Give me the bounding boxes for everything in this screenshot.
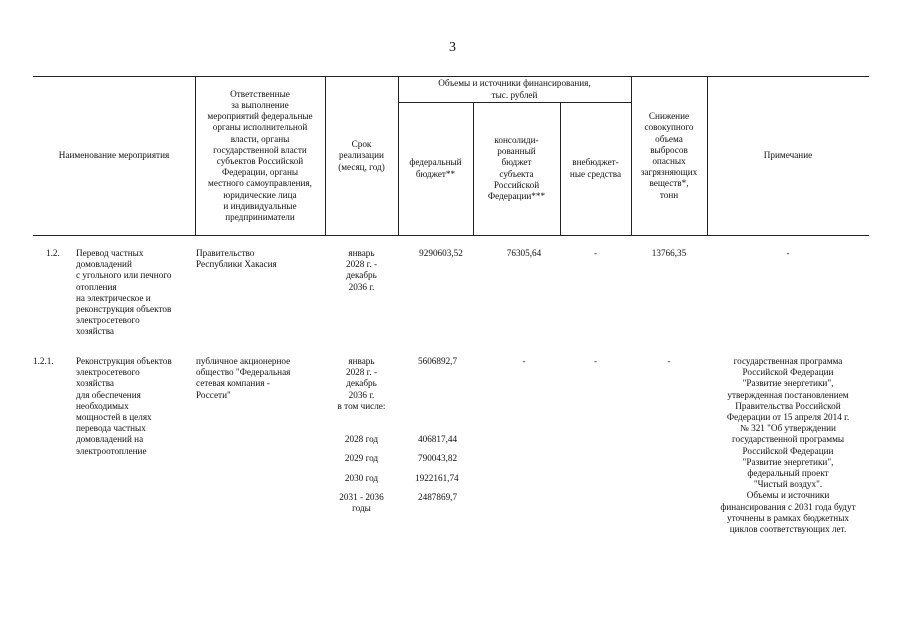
- header-responsible: Ответственные за выполнение мероприятий федеральные органы исполнительной власти, органы государственной власти субъектов Российской Федерации, органы местного самоуправления, юридические лица и индивидуальные предприниматели: [207, 88, 313, 223]
- page-number: 3: [449, 40, 456, 55]
- header-consolidated: консолиди- рованный бюджет субъекта Российской Федерации***: [487, 134, 546, 201]
- row-note: -: [786, 248, 790, 258]
- row-federal: 9290603,52: [419, 248, 463, 258]
- row-number: 1.2.: [46, 248, 60, 258]
- row-reduction: -: [667, 356, 671, 366]
- header-name: Наименование мероприятия: [58, 150, 170, 161]
- row-consolidated: -: [522, 356, 526, 366]
- header-term: Срок реализации (месяц, год): [338, 139, 385, 172]
- header-federal: федеральный бюджет**: [409, 157, 462, 179]
- row-responsible: публичное акционерное общество "Федеральная сетевая компания - Россети": [196, 356, 291, 400]
- year-federal: 406817,44: [418, 434, 458, 444]
- year-federal: 2487869,7: [418, 492, 458, 502]
- table-header: [33, 76, 869, 236]
- row-term: январь 2028 г. - декабрь 2036 г. в том числе:: [337, 356, 386, 411]
- header-financing: Объемы и источники финансирования, тыс. рублей: [438, 78, 591, 100]
- year-term: 2029 год: [344, 453, 379, 463]
- row-name: Реконструкция объектов электросетевого хозяйства для обеспечения необходимых мощностей в целях перевода частных домовладений на электроотопление: [76, 356, 172, 456]
- row-term: январь 2028 г. - декабрь 2036 г.: [345, 248, 378, 292]
- header-reduction: Снижение совокупного объема выбросов опасных загрязняющих веществ*, тонн: [640, 111, 698, 200]
- header-note: Примечание: [763, 150, 813, 161]
- year-term: 2030 год: [344, 473, 379, 483]
- row-consolidated: 76305,64: [506, 248, 542, 258]
- row-offbudget: -: [593, 356, 598, 366]
- row-note: государственная программа Российской Федерации "Развитие энергетики", утвержденная постановлением Правительства Российской Федерации от 15 апреля 2014 г. № 321 "Об утверждении государственной программы Российской Федерации "Развитие энергетики", федеральный проект "Чистый воздух". Объемы и источники финансирования с 2031 года будут уточнены в рамках бюджетных циклов соответствующих лет.: [720, 356, 856, 535]
- year-federal: 1922161,74: [415, 473, 459, 483]
- row-offbudget: -: [593, 248, 598, 258]
- year-term: 2028 год: [344, 434, 379, 444]
- header-offbudget: внебюджет- ные средства: [569, 157, 622, 179]
- row-name: Перевод частных домовладений с угольного или печного отопления на электрическое и реконструкция объектов электросетевого хозяйства: [76, 248, 172, 337]
- row-federal: 5606892,7: [418, 356, 458, 366]
- row-number: 1.2.1.: [33, 356, 54, 366]
- year-term: 2031 - 2036 годы: [339, 492, 384, 514]
- row-reduction: 13766,35: [651, 248, 687, 258]
- row-responsible: Правительство Республики Хакасия: [196, 248, 277, 270]
- year-federal: 790043,82: [418, 453, 458, 463]
